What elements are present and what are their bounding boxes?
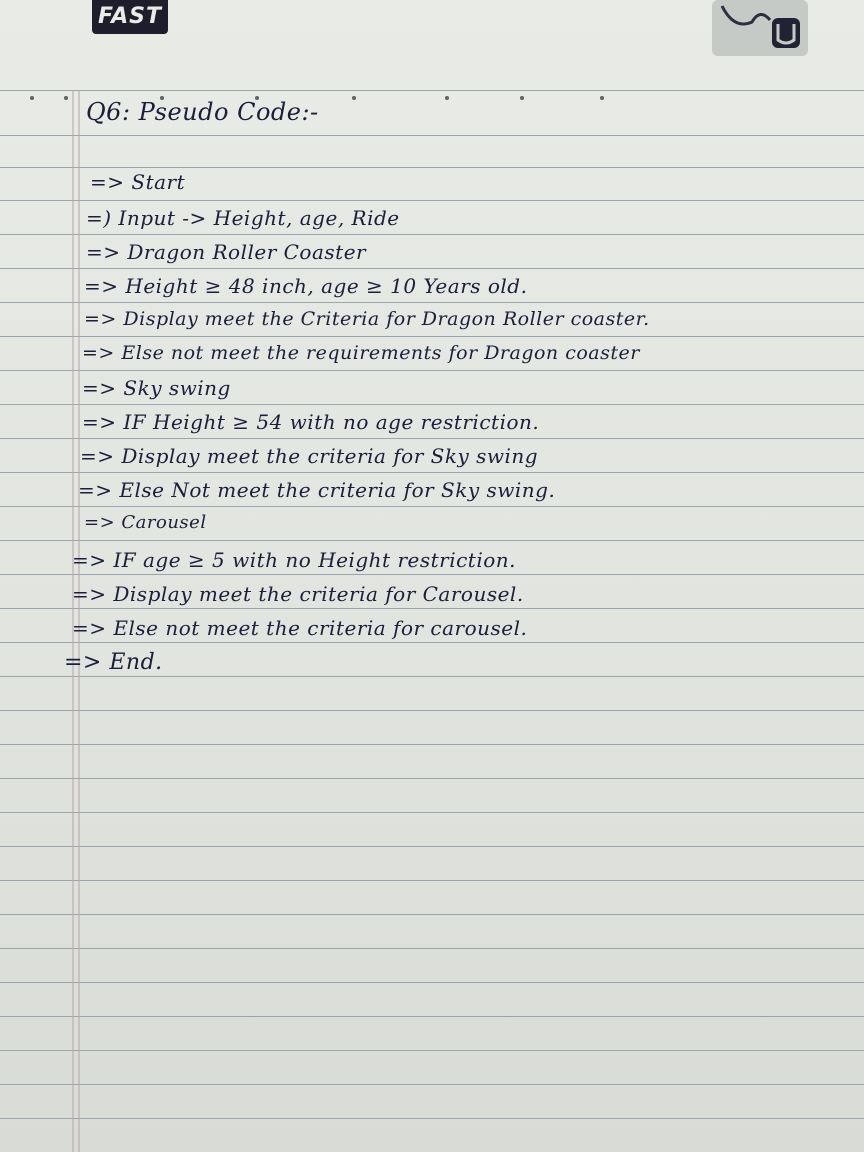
pseudo-line-carousel-condition: => IF age ≥ 5 with no Height restriction.	[72, 548, 517, 572]
pseudo-line-sky-swing: => Sky swing	[82, 376, 231, 400]
dot	[30, 96, 34, 100]
pseudo-line-carousel-else: => Else not meet the criteria for carousel.	[72, 616, 528, 640]
pseudo-line-end: => End.	[64, 650, 163, 675]
ruled-line	[0, 948, 864, 949]
ruled-line	[0, 472, 864, 473]
ruled-line	[0, 336, 864, 337]
ruled-line	[0, 404, 864, 405]
ruled-line	[0, 744, 864, 745]
dot	[445, 96, 449, 100]
ruled-line	[0, 135, 864, 136]
pseudo-line-start: => Start	[90, 170, 186, 194]
ruled-line	[0, 676, 864, 677]
ruled-line	[0, 642, 864, 643]
ruled-line	[0, 506, 864, 507]
fast-logo: FAST	[92, 0, 168, 34]
ruled-line	[0, 914, 864, 915]
ruled-line	[0, 812, 864, 813]
dot	[64, 96, 68, 100]
ruled-line	[0, 1050, 864, 1051]
ruled-line	[0, 268, 864, 269]
ruled-line	[0, 1084, 864, 1085]
pseudo-line-dragon-display: => Display meet the Criteria for Dragon Roller coaster.	[84, 308, 650, 330]
pseudo-line-dragon: => Dragon Roller Coaster	[86, 240, 367, 264]
ruled-line	[0, 302, 864, 303]
pseudo-line-sky-else: => Else Not meet the criteria for Sky swing.	[78, 478, 556, 502]
ruled-line	[0, 880, 864, 881]
ruled-line	[0, 608, 864, 609]
university-logo	[712, 0, 808, 56]
ruled-line	[0, 167, 864, 168]
header-rule	[0, 90, 864, 91]
ruled-line	[0, 200, 864, 201]
ruled-line	[0, 710, 864, 711]
dot	[600, 96, 604, 100]
pseudo-line-dragon-condition: => Height ≥ 48 inch, age ≥ 10 Years old.	[84, 274, 528, 298]
pseudo-line-dragon-else: => Else not meet the requirements for Dragon coaster	[82, 342, 640, 364]
ruled-line	[0, 234, 864, 235]
dot	[520, 96, 524, 100]
ruled-line	[0, 846, 864, 847]
pseudo-line-carousel-display: => Display meet the criteria for Carousel.	[72, 582, 524, 606]
ruled-line	[0, 982, 864, 983]
page-heading: Q6: Pseudo Code:-	[86, 98, 319, 126]
ruled-line	[0, 438, 864, 439]
ruled-line	[0, 778, 864, 779]
pseudo-line-sky-display: => Display meet the criteria for Sky swing	[80, 444, 539, 468]
dot	[352, 96, 356, 100]
ruled-line	[0, 370, 864, 371]
ruled-line	[0, 1016, 864, 1017]
nu-logo-icon	[712, 0, 808, 56]
pseudo-line-input: =) Input -> Height, age, Ride	[86, 206, 400, 230]
pseudo-line-sky-condition: => IF Height ≥ 54 with no age restriction.	[82, 410, 540, 434]
pseudo-line-carousel: => Carousel	[84, 512, 207, 533]
ruled-line	[0, 540, 864, 541]
ruled-line	[0, 574, 864, 575]
ruled-line	[0, 1118, 864, 1119]
